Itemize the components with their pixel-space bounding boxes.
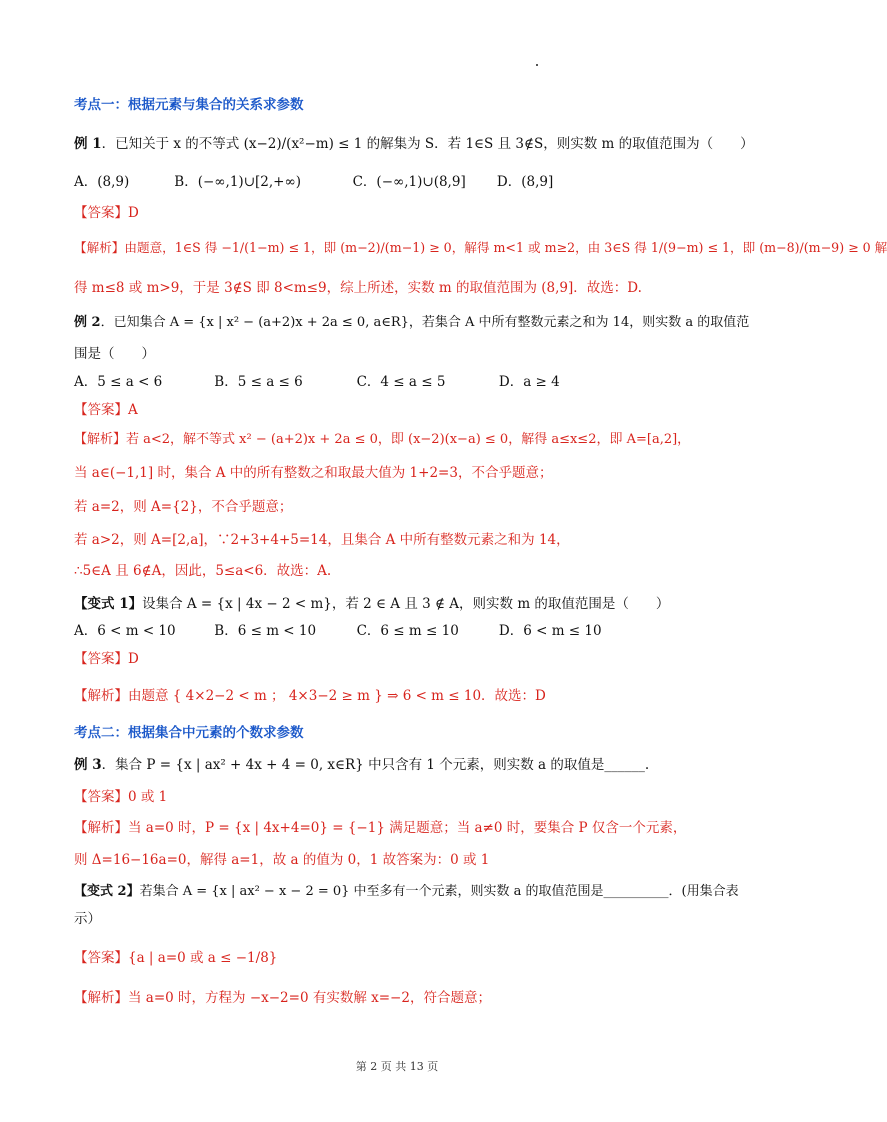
example-2-explanation-3: 若 a=2，则 A={2}，不合乎题意； bbox=[74, 499, 293, 515]
example-2-answer: 【答案】A bbox=[74, 402, 138, 418]
example-2-explanation-4: 若 a>2，则 A=[2,a]，∵2+3+4+5=14，且集合 A 中所有整数元素之和为 14， bbox=[74, 532, 570, 548]
question-label: 【变式 2】 bbox=[74, 884, 140, 899]
example-3-question: 例 3．集合 P = {x | ax² + 4x + 4 = 0, x∈R} 中只含有 1 个元素，则实数 a 的取值是______. bbox=[74, 757, 650, 773]
example-2-question-2: 围是（ ） bbox=[74, 346, 155, 362]
example-1-explanation-2: 得 m≤8 或 m>9，于是 3∉S 即 8<m≤9，综上所述，实数 m 的取值范围为 (8,9]．故选：D. bbox=[74, 280, 642, 296]
page-footer: 第 2 页 共 13 页 bbox=[355, 1060, 439, 1073]
question-label: 【变式 1】 bbox=[74, 596, 143, 612]
variant-1-question: 【变式 1】设集合 A = {x | 4x − 2 < m}，若 2 ∈ A 且 3 ∉ A，则实数 m 的取值范围是（ ） bbox=[74, 596, 670, 612]
option-d: D．6 < m ≤ 10 bbox=[498, 623, 602, 639]
example-2-explanation-1: 【解析】若 a<2，解不等式 x² − (a+2)x + 2a ≤ 0，即 (x−2)(x−a) ≤ 0，解得 a≤x≤2，即 A=[a,2]， bbox=[74, 432, 691, 447]
example-1-explanation-1: 【解析】由题意，1∈S 得 −1/(1−m) ≤ 1，即 (m−2)/(m−1) ≥ 0，解得 m<1 或 m≥2，由 3∈S 得 1/(9−m) ≤ 1，即 (m−8)/(m−9) ≥ 0 解 bbox=[74, 240, 887, 255]
question-label: 例 1 bbox=[74, 136, 102, 152]
option-b: B．6 ≤ m < 10 bbox=[214, 623, 317, 639]
example-3-explanation-1: 【解析】当 a=0 时，P = {x | 4x+4=0} = {−1} 满足题意；当 a≠0 时，要集合 P 仅含一个元素， bbox=[74, 820, 687, 836]
example-2-options bbox=[74, 372, 734, 392]
example-1-options bbox=[74, 172, 734, 192]
example-2-explanation-5: ∴5∈A 且 6∉A，因此，5≤a<6．故选：A. bbox=[74, 563, 332, 579]
question-label: 例 2 bbox=[74, 315, 101, 330]
question-label: 例 3 bbox=[74, 757, 102, 773]
example-2-explanation-2: 当 a∈(−1,1] 时，集合 A 中的所有整数之和取最大值为 1+2=3，不合乎题意； bbox=[74, 465, 553, 481]
option-b: B．(−∞,1)∪[2,+∞) bbox=[174, 174, 301, 190]
variant-1-options bbox=[74, 621, 734, 641]
section-1-title: 考点一：根据元素与集合的关系求参数 bbox=[74, 97, 304, 113]
option-a: A．(8,9) bbox=[74, 174, 130, 190]
variant-1-answer: 【答案】D bbox=[74, 651, 139, 667]
example-1-answer: 【答案】D bbox=[74, 205, 139, 221]
variant-2-explanation: 【解析】当 a=0 时，方程为 −x−2=0 有实数解 x=−2，符合题意； bbox=[74, 990, 491, 1006]
variant-2-answer: 【答案】{a | a=0 或 a ≤ −1/8} bbox=[74, 950, 278, 966]
option-c: C．(−∞,1)∪(8,9] bbox=[352, 174, 466, 190]
option-c: C．4 ≤ a ≤ 5 bbox=[356, 374, 446, 390]
variant-2-question-2: 示） bbox=[74, 911, 101, 927]
option-c: C．6 ≤ m ≤ 10 bbox=[356, 623, 459, 639]
option-a: A．5 ≤ a < 6 bbox=[74, 374, 163, 390]
variant-1-explanation: 【解析】由题意 { 4×2−2 < m ； 4×3−2 ≥ m } ⇒ 6 < m ≤ 10．故选：D bbox=[74, 688, 546, 704]
example-2-question-1: 例 2．已知集合 A = {x | x² − (a+2)x + 2a ≤ 0, a∈R}，若集合 A 中所有整数元素之和为 14，则实数 a 的取值范 bbox=[74, 315, 750, 330]
variant-2-question-1: 【变式 2】若集合 A = {x | ax² − x − 2 = 0} 中至多有一个元素，则实数 a 的取值范围是__________．(用集合表 bbox=[74, 884, 739, 899]
example-3-explanation-2: 则 Δ=16−16a=0，解得 a=1，故 a 的值为 0，1 故答案为：0 或 1 bbox=[74, 852, 490, 868]
section-2-title: 考点二：根据集合中元素的个数求参数 bbox=[74, 725, 304, 741]
option-d: D．(8,9] bbox=[496, 174, 554, 190]
option-b: B．5 ≤ a ≤ 6 bbox=[214, 374, 303, 390]
scan-dot bbox=[536, 64, 538, 66]
option-d: D．a ≥ 4 bbox=[498, 374, 560, 390]
example-3-answer: 【答案】0 或 1 bbox=[74, 789, 168, 805]
option-a: A．6 < m < 10 bbox=[74, 623, 176, 639]
example-1-question: 例 1．已知关于 x 的不等式 (x−2)/(x²−m) ≤ 1 的解集为 S．若 1∈S 且 3∉S，则实数 m 的取值范围为（ ） bbox=[74, 136, 754, 152]
